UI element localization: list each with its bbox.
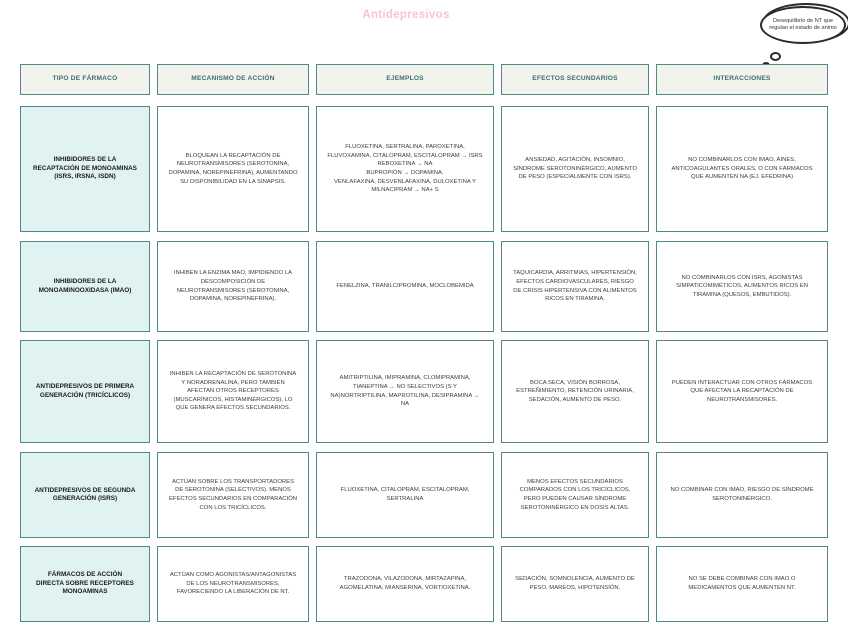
row-type-cell: INHIBIDORES DE LA RECAPTACIÓN DE MONOAMINAS (ISRS, IRSNA, ISDN) (20, 106, 150, 232)
header-tipo: TIPO DE FÁRMACO (20, 64, 150, 95)
row-side-effects-cell: MENOS EFECTOS SECUNDARIOS COMPARADOS CON LOS TRICÍCLICOS, PERO PUEDEN CAUSAR SÍNDROME SEROTONINÉRGICO EN DOSIS ALTAS. (501, 452, 649, 538)
row-mechanism-cell: ACTÚAN SOBRE LOS TRANSPORTADORES DE SEROTONINA (SELECTIVOS). MENOS EFECTOS SECUNDARIOS EN COMPARACIÓN CON LOS TRICÍCLICOS. (157, 452, 309, 538)
row-side-effects-cell: SEDACIÓN, SOMNOLENCIA, AUMENTO DE PESO, MAREOS, HIPOTENSIÓN. (501, 546, 649, 622)
row-type-cell: ANTIDEPRESIVOS DE PRIMERA GENERACIÓN (TRICÍCLICOS) (20, 340, 150, 443)
row-examples-cell: FENELZINA, TRANILCIPROMINA, MOCLOBEMIDA (316, 241, 494, 332)
row-interactions-cell: NO COMBINARLOS CON ISRS, AGONISTAS SIMPATICOMIMÉTICOS, ALIMENTOS RICOS EN TIRAMINA (QUESOS, EMBUTIDOS). (656, 241, 828, 332)
row-side-effects-cell: ANSIEDAD, AGITACIÓN, INSOMNIO, SÍNDROME SEROTONINÉRGICO, AUMENTO DE PESO (ESPECIALMENTE CON ISRS). (501, 106, 649, 232)
row-side-effects-cell: BOCA SECA, VISIÓN BORROSA, ESTREÑIMIENTO, RETENCIÓN URINARIA, SEDACIÓN, AUMENTO DE PESO. (501, 340, 649, 443)
header-ejemplos: EJEMPLOS (316, 64, 494, 95)
row-examples-cell: FLUOXETINA, CITALOPRAM, ESCITALOPRAM, SERTRALINA (316, 452, 494, 538)
row-type-cell: FÁRMACOS DE ACCIÓN DIRECTA SOBRE RECEPTORES MONOAMINAS (20, 546, 150, 622)
row-examples-cell: FLUOXETINA, SERTRALINA, PAROXETINA, FLUVOXAMINA, CITALOPRAM, ESCITALOPRAM → ISRS REBOXETINA → NA BUPROPIÓN → DOPAMINA. VENLAFAXINA, DESVENLAFAXINA, DULOXETINA Y MILNACIPRAM → NA+ S (316, 106, 494, 232)
row-type-cell: INHIBIDORES DE LA MONOAMINOOXIDASA (IMAO) (20, 241, 150, 332)
thought-bubble-dot (770, 52, 781, 61)
row-mechanism-cell: INHIBEN LA RECAPTACIÓN DE SEROTONINA Y NORADRENALINA, PERO TAMBIÉN AFECTAN OTROS RECEPTORES (MUSCARÍNICOS, HISTAMINÉRGICOS), LO QUE GENERA EFECTOS SECUNDARIOS. (157, 340, 309, 443)
row-mechanism-cell: BLOQUEAN LA RECAPTACIÓN DE NEUROTRANSMISORES (SEROTONINA, DOPAMINA, NOREPINEFRINA), AUMENTANDO SU DISPONIBILIDAD EN LA SINAPSIS. (157, 106, 309, 232)
row-interactions-cell: NO COMBINAR CON IMAO, RIESGO DE SÍNDROME SEROTONINÉRGICO. (656, 452, 828, 538)
header-efectos: EFECTOS SECUNDARIOS (501, 64, 649, 95)
row-examples-cell: TRAZODONA, VILAZODONA, MIRTAZAPINA, AGOMELATINA, MIANSERINA, VORTIOXETINA. (316, 546, 494, 622)
row-mechanism-cell: ACTÚAN COMO AGONISTAS/ANTAGONISTAS DE LOS NEUROTRANSMISORES, FAVORECIENDO LA LIBERACIÓN DE NT. (157, 546, 309, 622)
row-examples-cell: AMITRIPTILINA, IMIPRAMINA, CLOMIPRAMINA, TIANEPTINA → NO SELECTIVOS (S Y NA)NORTRIPTILINA, MAPROTILINA, DESIPRAMINA → NA (316, 340, 494, 443)
row-type-cell: ANTIDEPRESIVOS DE SEGUNDA GENERACIÓN (ISRS) (20, 452, 150, 538)
row-mechanism-cell: INHIBEN LA ENZIMA MAO, IMPIDIENDO LA DESCOMPOSICIÓN DE NEUROTRANSMISORES (SEROTONINA, DOPAMINA, NOREPINEFRINA). (157, 241, 309, 332)
header-mecanismo: MECANISMO DE ACCIÓN (157, 64, 309, 95)
row-interactions-cell: NO COMBINARLOS CON IMAO, AINES, ANTICOAGULANTES ORALES, O CON FÁRMACOS QUE AUMENTEN NA (EJ. EFEDRINA) (656, 106, 828, 232)
row-side-effects-cell: TAQUICARDIA, ARRITMIAS, HIPERTENSIÓN, EFECTOS CARDIOVASCULARES, RIESGO DE CRISIS HIPERTENSIVA CON ALIMENTOS RICOS EN TIRAMINA. (501, 241, 649, 332)
row-interactions-cell: PUEDEN INTERACTUAR CON OTROS FÁRMACOS QUE AFECTAN LA RECAPTACIÓN DE NEUROTRANSMISORES. (656, 340, 828, 443)
page-title: Antidepresivos (362, 9, 450, 21)
thought-bubble (760, 6, 846, 44)
header-interacciones: INTERACCIONES (656, 64, 828, 95)
row-interactions-cell: NO SE DEBE COMBINAR CON IMAO O MEDICAMENTOS QUE AUMENTEN NT. (656, 546, 828, 622)
bubble-note: Desequilibrio de NT que regulan el estado de animo (769, 18, 837, 31)
